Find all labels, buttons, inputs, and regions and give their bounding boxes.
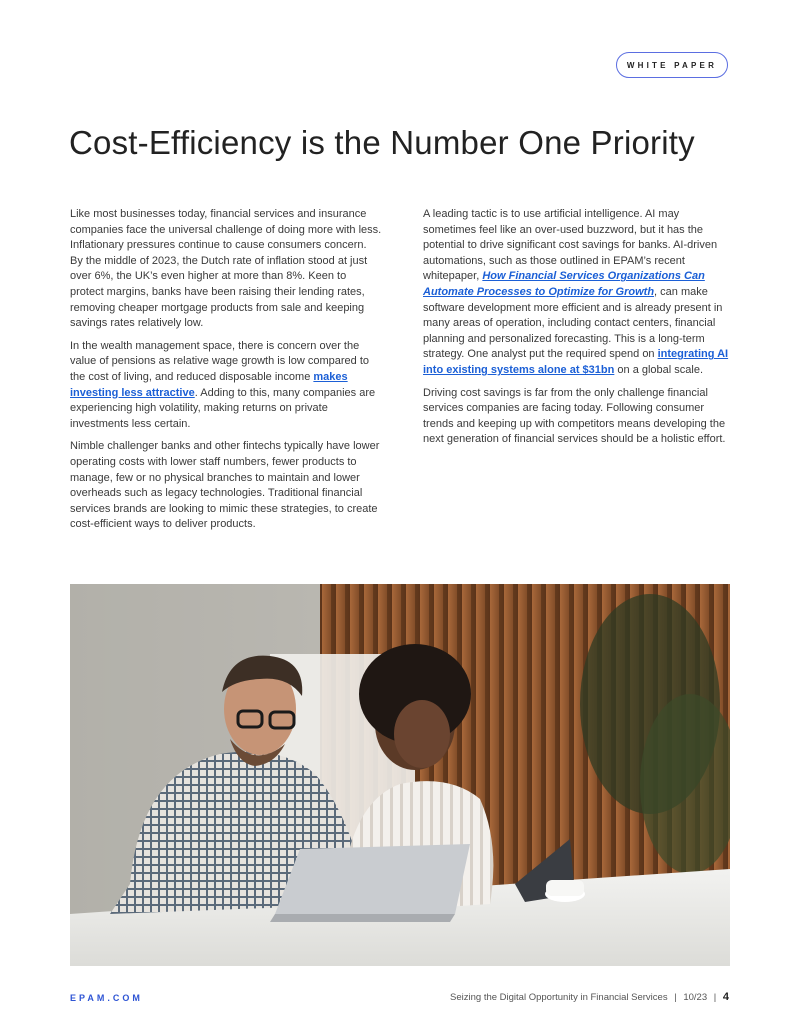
- white-paper-badge: [616, 52, 728, 78]
- paragraph-wealth-management: [70, 339, 382, 433]
- investing-less-attractive-link[interactable]: makes investing less attractive: [70, 370, 348, 399]
- paragraph-text: on a global scale.: [614, 363, 704, 376]
- footer-separator: |: [674, 992, 677, 1003]
- paragraph-text: A leading tactic is to use artificial intelligence. AI may sometimes feel like an over-used buzzword, but it has the potential to drive significant cost savings for banks. AI-driven automations, such as those outlined in EPAM’s recent whitepaper,: [423, 208, 718, 283]
- paragraph-text: , can make software development more efficient and is already present in many areas of operation, including contact centers, financial planning and personalized forecasting. This is a long-term strategy. One analyst put the required spend on: [423, 285, 723, 361]
- document-title: Seizing the Digital Opportunity in Financial Services: [450, 992, 668, 1003]
- right-text-column: [423, 207, 733, 455]
- paragraph-challenger-banks: Nimble challenger banks and other fintechs typically have lower operating costs with lower staff numbers, fewer products to manage, few or no physical branches to maintain and lower overheads such as legacy technologies. Traditional financial services brands are looking to mimic these strategies, to create cost-efficient ways to deliver products.: [70, 440, 380, 531]
- paragraph-cost-savings: Driving cost savings is far from the only challenge financial services companies are facing today. Following consumer trends and keeping up with competitors means developing the next generation of financial services should be a holistic effort.: [423, 386, 726, 446]
- integrating-ai-link[interactable]: integrating AI into existing systems alone at $31bn: [423, 348, 729, 376]
- document-date: 10/23: [683, 992, 708, 1003]
- page-title: Cost-Efficiency is the Number One Priority: [69, 124, 695, 161]
- whitepaper-link[interactable]: How Financial Services Organizations Can Automate Processes to Optimize for Growth: [423, 270, 705, 298]
- office-meeting-photo: [70, 584, 730, 966]
- paragraph-text: In the wealth management space, there is concern over the value of pensions as relative wage growth is low compared to the cost of living, and reduced disposable income: [70, 339, 369, 383]
- paragraph-text: . Adding to this, many companies are experiencing high volatility, making returns on private investments less certain.: [70, 386, 376, 430]
- paragraph-ai-tactic: [423, 207, 733, 379]
- paragraph-inflation: Like most businesses today, financial services and insurance companies face the universal challenge of doing more with less. Inflationary pressures continue to cause consumers concern. By the middle of 2023, the Dutch rate of inflation stood at just over 6%, the UK’s even higher at more than 8%. Keen to protect margins, banks have been raising their lending rates, removing cheaper mortgage products from sale and keeping savings rates relatively low.: [70, 208, 382, 330]
- badge-label: WHITE PAPER: [626, 60, 718, 70]
- page-number: 4: [722, 991, 729, 1003]
- left-text-column: [70, 207, 382, 540]
- epam-footer-link[interactable]: EPAM.COM: [70, 993, 143, 1003]
- footer-separator: |: [713, 992, 717, 1003]
- page-footer-info: [450, 991, 729, 1003]
